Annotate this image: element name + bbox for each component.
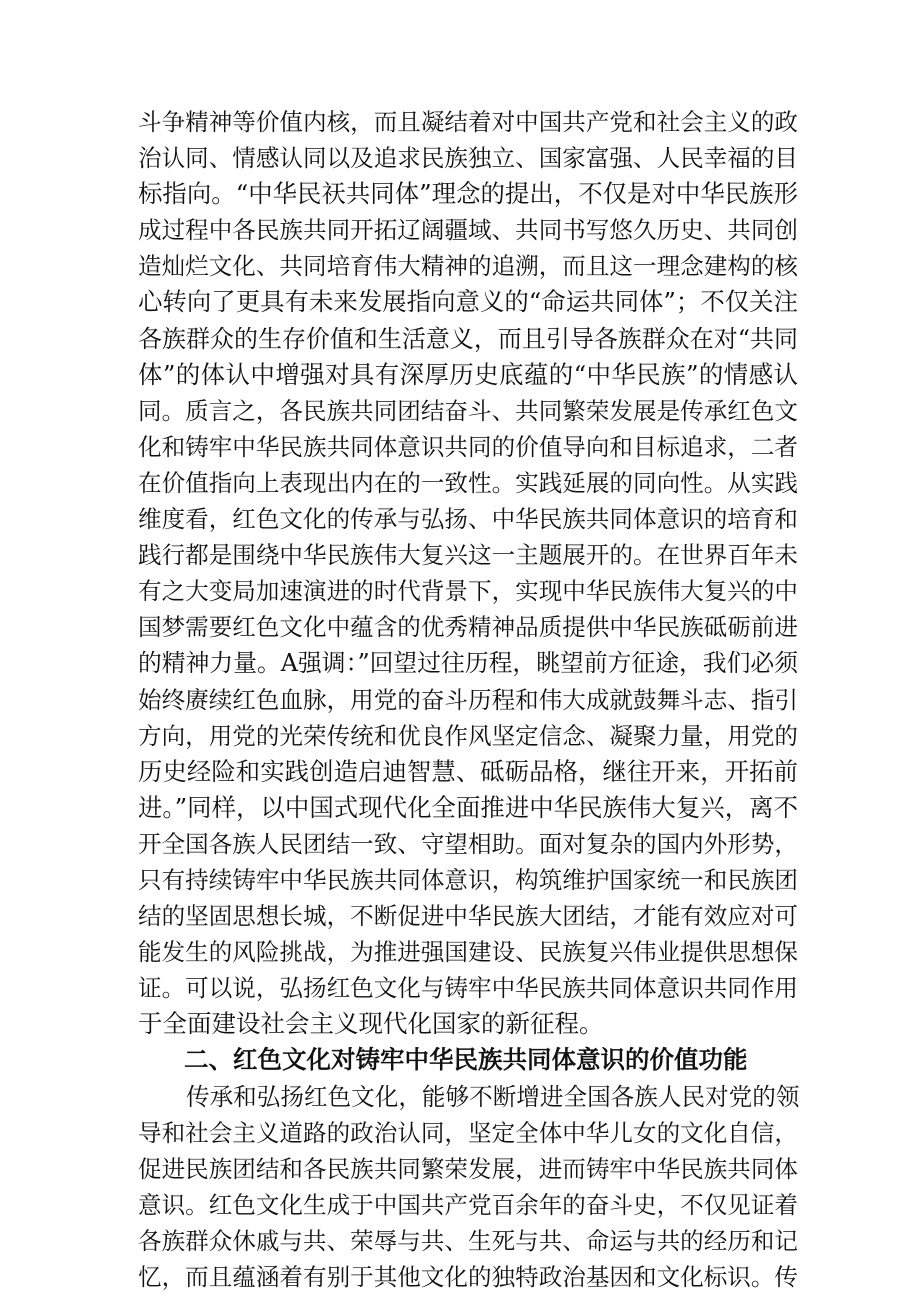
text-line: 导和社会主义道路的政治认同，坚定全体中华儿女的文化自信， [138, 1118, 798, 1147]
text-line: 斗争精神等价值内核，而且凝结着对中国共产党和社会主义的政 [138, 108, 798, 136]
text-line: 心转向了更具有未来发展指向意义的“命运共同体”；不仅关注 [138, 287, 798, 317]
text-line: 结的坚固思想长城，不断促进中华民族大团结，才能有效应对可 [138, 902, 798, 931]
text-line: 意识。红色文化生成于中国共产党百余年的奋斗史，不仅见证着 [138, 1190, 798, 1219]
text-line: 在价值指向上表现出内在的一致性。实践延展的同向性。从实践 [138, 468, 798, 497]
text-line: 成过程中各民族共同开拓辽阔疆域、共同书写悠久历史、共同创 [138, 216, 798, 245]
text-line: 有之大变局加速演进的时代背景下，实现中华民族伟大复兴的中 [138, 577, 798, 606]
text-line: 践行都是围绕中华民族伟大复兴这一主题展开的。在世界百年未 [138, 541, 798, 570]
text-line: 治认同、情感认同以及追求民族独立、国家富强、人民幸福的目 [138, 144, 798, 173]
section-heading: 二、红色文化对铸牢中华民族共同体意识的价值功能 [184, 1045, 748, 1075]
body-text [138, 104, 798, 1295]
text-line: 能发生的风险挑战，为推进强国建设、民族复兴伟业提供思想保 [138, 938, 798, 967]
text-line: 各族群众的生存价值和生活意义，而且引导各族群众在对“共同 [138, 324, 798, 353]
text-line: 各族群众休戚与共、荣辱与共、生死与共、命运与共的经历和记 [138, 1226, 798, 1255]
text-line: 忆，而且蕴涵着有别于其他文化的独特政治基因和文化标识。传 [138, 1263, 798, 1291]
text-line: 于全面建设社会主义现代化国家的新征程。 [138, 1009, 604, 1039]
text-line: 促进民族团结和各民族共同繁荣发展，进而铸牢中华民族共同体 [138, 1154, 798, 1183]
text-line: 造灿烂文化、共同培育伟大精神的追溯，而且这一理念建构的核 [138, 252, 798, 281]
text-line: 化和铸牢中华民族共同体意识共同的价值导向和目标追求，二者 [138, 432, 798, 461]
text-line: 维度看，红色文化的传承与弘扬、中华民族共同体意识的培育和 [138, 505, 798, 534]
text-line: 进。”同样，以中国式现代化全面推进中华民族伟大复兴，离不 [138, 792, 798, 822]
text-line: 传承和弘扬红色文化，能够不断增进全国各族人民对党的领 [186, 1082, 800, 1111]
text-line: 历史经险和实践创造启迪智慧、砥砺品格，继往开来，开拓前 [138, 756, 798, 786]
text-line: 国梦需要红色文化中蕴含的优秀精神品质提供中华民族砥砺前进 [138, 613, 798, 642]
text-line: 只有持续铸牢中华民族共同体意识，构筑维护国家统一和民族团 [138, 865, 798, 894]
text-line: 同。质言之，各民族共同团结奋斗、共同繁荣发展是传承红色文 [138, 396, 798, 425]
text-line: 开全国各族人民团结一致、守望相助。面对复杂的国内外形势， [138, 829, 798, 858]
text-line: 方向，用党的光荣传统和优良作风坚定信念、凝聚力量，用党的 [138, 721, 798, 750]
text-line: 标指向。“中华民祆共同体”理念的提出，不仅是对中华民族形 [138, 179, 798, 209]
text-line: 的精神力量。A强调：”回望过往历程，眺望前方征途，我们必须 [138, 649, 798, 678]
text-line: 始终赓续红色血脉，用党的奋斗历程和伟大成就鼓舞斗志、指引 [138, 685, 798, 714]
text-line: 体”的体认中增强对具有深厚历史底蕴的“中华民族”的情感认 [138, 359, 798, 389]
text-line: 证。可以说，弘扬红色文化与铸牢中华民族共同体意识共同作用 [138, 974, 798, 1003]
